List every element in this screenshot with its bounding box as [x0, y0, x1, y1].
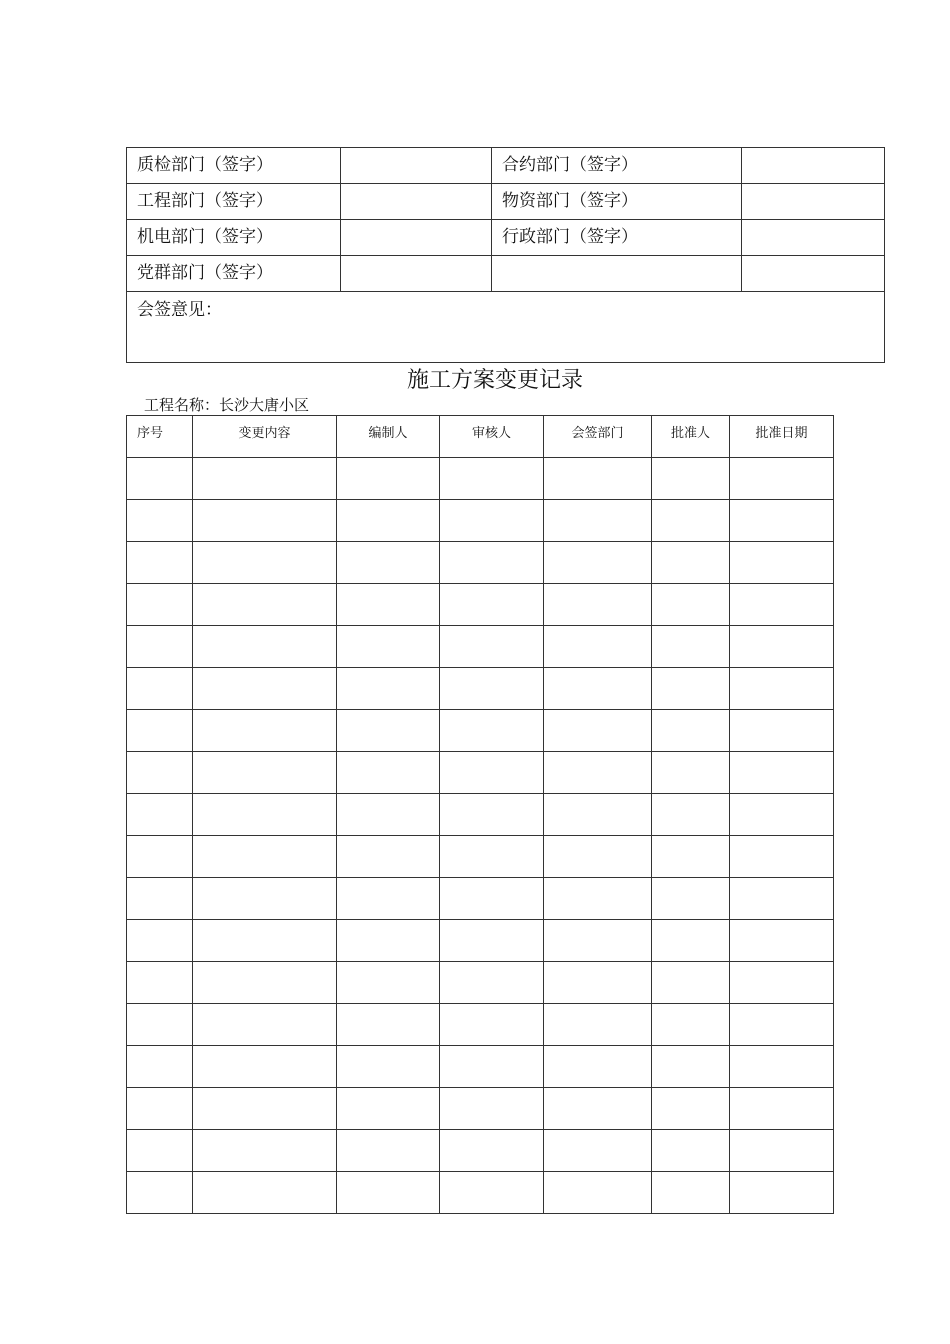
- cell-countersign-dept[interactable]: [544, 920, 652, 962]
- signoff-row: [127, 220, 885, 256]
- cell-approver[interactable]: [652, 1130, 730, 1172]
- cell-countersign-dept[interactable]: [544, 626, 652, 668]
- cell-serial[interactable]: [127, 752, 193, 794]
- table-row: [127, 962, 834, 1004]
- header-row: [127, 416, 834, 458]
- cell-countersign-dept[interactable]: [544, 1088, 652, 1130]
- column-header-change-content: 变更内容: [193, 416, 337, 458]
- change-log-table: [126, 415, 834, 1214]
- cell-author[interactable]: [337, 626, 440, 668]
- cell-serial[interactable]: [127, 962, 193, 1004]
- cell-author[interactable]: [337, 500, 440, 542]
- cell-serial[interactable]: [127, 542, 193, 584]
- cell-approver[interactable]: [652, 878, 730, 920]
- cell-countersign-dept[interactable]: [544, 500, 652, 542]
- cell-approval-date[interactable]: [730, 710, 834, 752]
- cell-author[interactable]: [337, 710, 440, 752]
- contract-dept-signature-field[interactable]: [742, 148, 885, 184]
- engineering-dept-signature-field[interactable]: [341, 184, 492, 220]
- cell-countersign-dept[interactable]: [544, 710, 652, 752]
- cell-approver[interactable]: [652, 752, 730, 794]
- cell-approval-date[interactable]: [730, 500, 834, 542]
- cell-reviewer[interactable]: [440, 542, 544, 584]
- cell-approval-date[interactable]: [730, 1046, 834, 1088]
- cell-approval-date[interactable]: [730, 752, 834, 794]
- cell-approver[interactable]: [652, 668, 730, 710]
- empty-signature-field[interactable]: [742, 256, 885, 292]
- cell-countersign-dept[interactable]: [544, 752, 652, 794]
- cell-approval-date[interactable]: [730, 962, 834, 1004]
- cell-reviewer[interactable]: [440, 668, 544, 710]
- cell-approver[interactable]: [652, 542, 730, 584]
- cell-countersign-dept[interactable]: [544, 878, 652, 920]
- cell-approval-date[interactable]: [730, 1004, 834, 1046]
- cell-author[interactable]: [337, 836, 440, 878]
- cell-approval-date[interactable]: [730, 920, 834, 962]
- party-dept-label: 党群部门（签字）: [127, 256, 341, 292]
- table-row: [127, 542, 834, 584]
- cell-change-content[interactable]: [193, 458, 337, 500]
- qc-dept-label: 质检部门（签字）: [127, 148, 341, 184]
- cell-change-content[interactable]: [193, 542, 337, 584]
- cell-change-content[interactable]: [193, 794, 337, 836]
- opinion-label: 会签意见：: [137, 300, 222, 320]
- cell-approval-date[interactable]: [730, 794, 834, 836]
- cell-countersign-dept[interactable]: [544, 1130, 652, 1172]
- mechanical-electrical-dept-label: 机电部门（签字）: [127, 220, 341, 256]
- cell-approval-date[interactable]: [730, 458, 834, 500]
- cell-author[interactable]: [337, 458, 440, 500]
- cell-approver[interactable]: [652, 626, 730, 668]
- table-row: [127, 500, 834, 542]
- cell-approver[interactable]: [652, 836, 730, 878]
- signoff-table: [126, 147, 885, 363]
- table-row: [127, 1046, 834, 1088]
- admin-dept-signature-field[interactable]: [742, 220, 885, 256]
- cell-serial[interactable]: [127, 584, 193, 626]
- table-row: [127, 1172, 834, 1214]
- cell-author[interactable]: [337, 584, 440, 626]
- cell-change-content[interactable]: [193, 1046, 337, 1088]
- project-name: 工程名称：长沙大唐小区: [144, 396, 310, 414]
- cell-change-content[interactable]: [193, 962, 337, 1004]
- table-row: [127, 836, 834, 878]
- cell-reviewer[interactable]: [440, 1088, 544, 1130]
- cell-serial[interactable]: [127, 1046, 193, 1088]
- cell-serial[interactable]: [127, 1172, 193, 1214]
- table-row: [127, 1004, 834, 1046]
- cell-approver[interactable]: [652, 1088, 730, 1130]
- cell-author[interactable]: [337, 542, 440, 584]
- materials-dept-label: 物资部门（签字）: [492, 184, 742, 220]
- cell-serial[interactable]: [127, 920, 193, 962]
- cell-serial[interactable]: [127, 626, 193, 668]
- cell-change-content[interactable]: [193, 1004, 337, 1046]
- opinion-field[interactable]: [127, 292, 885, 363]
- change-log-body: [127, 458, 834, 1214]
- table-row: [127, 458, 834, 500]
- cell-change-content[interactable]: [193, 584, 337, 626]
- cell-change-content[interactable]: [193, 668, 337, 710]
- cell-change-content[interactable]: [193, 920, 337, 962]
- cell-reviewer[interactable]: [440, 794, 544, 836]
- cell-approval-date[interactable]: [730, 836, 834, 878]
- cell-approval-date[interactable]: [730, 584, 834, 626]
- cell-serial[interactable]: [127, 710, 193, 752]
- cell-approver[interactable]: [652, 458, 730, 500]
- cell-approver[interactable]: [652, 584, 730, 626]
- cell-change-content[interactable]: [193, 1172, 337, 1214]
- cell-serial[interactable]: [127, 500, 193, 542]
- cell-countersign-dept[interactable]: [544, 1046, 652, 1088]
- cell-author[interactable]: [337, 1004, 440, 1046]
- cell-change-content[interactable]: [193, 752, 337, 794]
- cell-serial[interactable]: [127, 1130, 193, 1172]
- signoff-row: [127, 256, 885, 292]
- table-row: [127, 668, 834, 710]
- cell-countersign-dept[interactable]: [544, 542, 652, 584]
- table-row: [127, 1088, 834, 1130]
- cell-countersign-dept[interactable]: [544, 794, 652, 836]
- cell-reviewer[interactable]: [440, 836, 544, 878]
- cell-countersign-dept[interactable]: [544, 962, 652, 1004]
- cell-author[interactable]: [337, 752, 440, 794]
- engineering-dept-label: 工程部门（签字）: [127, 184, 341, 220]
- cell-serial[interactable]: [127, 1088, 193, 1130]
- cell-serial[interactable]: [127, 794, 193, 836]
- opinion-row: [127, 292, 885, 363]
- cell-serial[interactable]: [127, 836, 193, 878]
- cell-countersign-dept[interactable]: [544, 668, 652, 710]
- table-row: [127, 878, 834, 920]
- cell-serial[interactable]: [127, 1004, 193, 1046]
- cell-author[interactable]: [337, 668, 440, 710]
- cell-author[interactable]: [337, 794, 440, 836]
- cell-reviewer[interactable]: [440, 1130, 544, 1172]
- qc-dept-signature-field[interactable]: [341, 148, 492, 184]
- cell-reviewer[interactable]: [440, 584, 544, 626]
- cell-reviewer[interactable]: [440, 752, 544, 794]
- cell-approval-date[interactable]: [730, 626, 834, 668]
- column-header-author: 编制人: [337, 416, 440, 458]
- table-row: [127, 920, 834, 962]
- cell-change-content[interactable]: [193, 710, 337, 752]
- cell-serial[interactable]: [127, 668, 193, 710]
- table-row: [127, 710, 834, 752]
- cell-approver[interactable]: [652, 1004, 730, 1046]
- cell-serial[interactable]: [127, 458, 193, 500]
- cell-change-content[interactable]: [193, 1088, 337, 1130]
- cell-countersign-dept[interactable]: [544, 1004, 652, 1046]
- cell-approval-date[interactable]: [730, 1088, 834, 1130]
- document-title: 施工方案变更记录: [406, 368, 583, 393]
- cell-reviewer[interactable]: [440, 878, 544, 920]
- mechanical-electrical-dept-signature-field[interactable]: [341, 220, 492, 256]
- cell-reviewer[interactable]: [440, 962, 544, 1004]
- cell-approval-date[interactable]: [730, 878, 834, 920]
- cell-author[interactable]: [337, 1130, 440, 1172]
- cell-countersign-dept[interactable]: [544, 458, 652, 500]
- cell-approval-date[interactable]: [730, 1172, 834, 1214]
- admin-dept-label: 行政部门（签字）: [492, 220, 742, 256]
- cell-countersign-dept[interactable]: [544, 584, 652, 626]
- cell-change-content[interactable]: [193, 500, 337, 542]
- cell-author[interactable]: [337, 1088, 440, 1130]
- cell-approval-date[interactable]: [730, 1130, 834, 1172]
- cell-author[interactable]: [337, 1172, 440, 1214]
- cell-author[interactable]: [337, 878, 440, 920]
- cell-countersign-dept[interactable]: [544, 836, 652, 878]
- column-header-countersign-dept: 会签部门: [544, 416, 652, 458]
- party-dept-signature-field[interactable]: [341, 256, 492, 292]
- table-row: [127, 1130, 834, 1172]
- materials-dept-signature-field[interactable]: [742, 184, 885, 220]
- column-header-serial: 序号: [127, 416, 193, 458]
- cell-approver[interactable]: [652, 1046, 730, 1088]
- cell-approver[interactable]: [652, 1172, 730, 1214]
- cell-reviewer[interactable]: [440, 1172, 544, 1214]
- cell-change-content[interactable]: [193, 626, 337, 668]
- column-header-approver: 批准人: [652, 416, 730, 458]
- cell-reviewer[interactable]: [440, 710, 544, 752]
- table-row: [127, 794, 834, 836]
- cell-author[interactable]: [337, 920, 440, 962]
- cell-reviewer[interactable]: [440, 626, 544, 668]
- cell-approver[interactable]: [652, 920, 730, 962]
- table-row: [127, 752, 834, 794]
- cell-approver[interactable]: [652, 794, 730, 836]
- empty-label-cell: [492, 256, 742, 292]
- cell-reviewer[interactable]: [440, 1004, 544, 1046]
- signoff-row: [127, 184, 885, 220]
- cell-reviewer[interactable]: [440, 458, 544, 500]
- column-header-reviewer: 审核人: [440, 416, 544, 458]
- cell-serial[interactable]: [127, 878, 193, 920]
- cell-change-content[interactable]: [193, 878, 337, 920]
- cell-change-content[interactable]: [193, 836, 337, 878]
- cell-reviewer[interactable]: [440, 1046, 544, 1088]
- cell-approver[interactable]: [652, 500, 730, 542]
- cell-author[interactable]: [337, 962, 440, 1004]
- column-header-approval-date: 批准日期: [730, 416, 834, 458]
- cell-author[interactable]: [337, 1046, 440, 1088]
- cell-reviewer[interactable]: [440, 500, 544, 542]
- cell-reviewer[interactable]: [440, 920, 544, 962]
- cell-countersign-dept[interactable]: [544, 1172, 652, 1214]
- cell-approver[interactable]: [652, 962, 730, 1004]
- cell-approver[interactable]: [652, 710, 730, 752]
- contract-dept-label: 合约部门（签字）: [492, 148, 742, 184]
- cell-change-content[interactable]: [193, 1130, 337, 1172]
- signoff-row: [127, 148, 885, 184]
- cell-approval-date[interactable]: [730, 542, 834, 584]
- table-row: [127, 626, 834, 668]
- cell-approval-date[interactable]: [730, 668, 834, 710]
- table-row: [127, 584, 834, 626]
